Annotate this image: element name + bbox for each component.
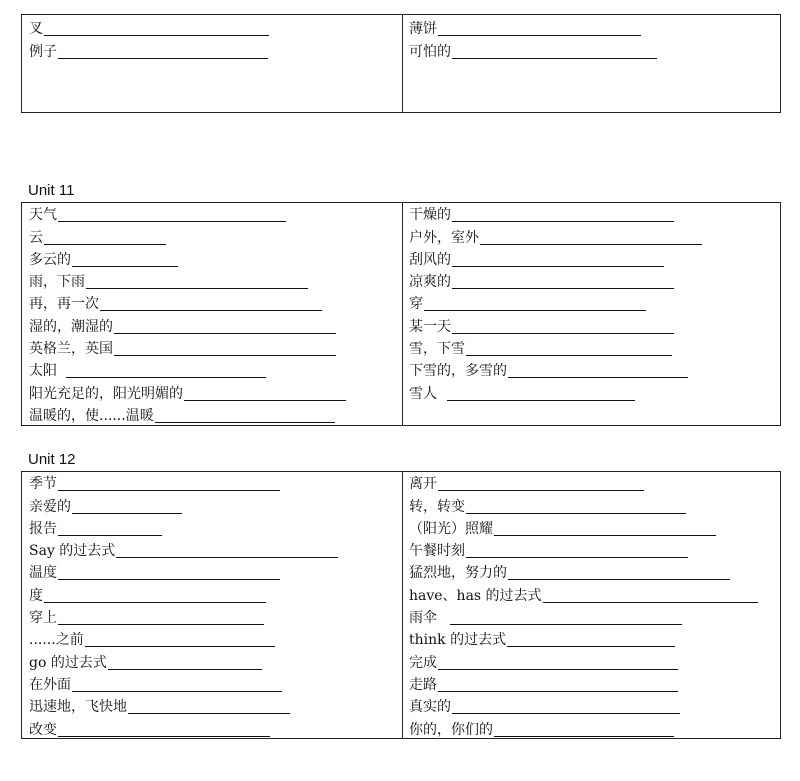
vocab-label: ......之前 [29, 632, 84, 649]
answer-blank[interactable] [58, 58, 268, 59]
vocab-line [29, 381, 346, 403]
vocab-label: 雪人 [409, 385, 437, 402]
answer-blank[interactable] [44, 244, 166, 245]
vocab-line [409, 583, 758, 605]
vocab-line [409, 314, 702, 336]
vocab-line [29, 472, 338, 494]
vocab-line [29, 628, 338, 650]
vocab-label: 户外，室外 [409, 229, 479, 246]
answer-blank[interactable] [108, 669, 262, 670]
answer-blank[interactable] [114, 355, 336, 356]
vocab-label: 干燥的 [409, 207, 451, 224]
answer-blank[interactable] [452, 713, 680, 714]
unit-12-left-column [29, 472, 338, 740]
answer-blank[interactable] [58, 624, 264, 625]
vocab-label: 英格兰，英国 [29, 341, 113, 358]
answer-blank[interactable] [116, 557, 338, 558]
vocab-label: 雨伞 [409, 610, 437, 627]
vocab-label: 猛烈地，努力的 [409, 565, 507, 582]
vocab-line [409, 606, 758, 628]
vocab-line [29, 561, 338, 583]
answer-blank[interactable] [450, 624, 682, 625]
vocab-line [409, 561, 758, 583]
vocab-label: 温暖的，使......温暖 [29, 407, 154, 424]
answer-blank[interactable] [44, 35, 269, 36]
vocab-label: 转，转变 [409, 498, 465, 515]
vocab-line [409, 717, 758, 739]
vocab-line [29, 270, 346, 292]
vocab-label: 改变 [29, 721, 57, 738]
vocab-label: 离开 [409, 476, 437, 493]
answer-blank[interactable] [438, 35, 641, 36]
answer-blank[interactable] [447, 400, 635, 401]
vocab-line [409, 292, 702, 314]
vocab-line [29, 650, 338, 672]
vocab-line [29, 717, 338, 739]
vocab-label: 雪，下雪 [409, 341, 465, 358]
vocab-line [29, 248, 346, 270]
answer-blank[interactable] [438, 669, 678, 670]
vocab-label: 多云的 [29, 251, 71, 268]
vocab-label: （阳光）照耀 [409, 520, 493, 537]
unit-11-left-column [29, 203, 346, 426]
answer-blank[interactable] [85, 646, 275, 647]
vocab-label: 例子 [29, 43, 57, 60]
answer-blank[interactable] [58, 579, 280, 580]
vocab-label: 走路 [409, 676, 437, 693]
vocab-label: Say 的过去式 [29, 543, 116, 560]
vocab-line [409, 270, 702, 292]
answer-blank[interactable] [508, 579, 730, 580]
answer-blank[interactable] [452, 58, 657, 59]
answer-blank[interactable] [155, 422, 335, 423]
answer-blank[interactable] [452, 333, 674, 334]
vocab-label: have、has 的过去式 [409, 587, 542, 604]
vocab-label: 再，再一次 [29, 296, 99, 313]
vocab-line [409, 517, 758, 539]
vocab-line [409, 225, 702, 247]
vocab-line [29, 39, 269, 61]
vocab-label: 天气 [29, 207, 57, 224]
column-divider [402, 472, 403, 738]
vocab-label: 某一天 [409, 318, 451, 335]
unit-11-right-column [409, 203, 702, 404]
vocab-label: 云 [29, 229, 43, 246]
answer-blank[interactable] [438, 691, 678, 692]
top-left-column [29, 17, 269, 62]
vocab-line [29, 539, 338, 561]
vocab-line [409, 39, 657, 61]
answer-blank[interactable] [58, 736, 270, 737]
vocab-label: 刮风的 [409, 251, 451, 268]
vocab-line [29, 673, 338, 695]
vocab-label: 度 [29, 587, 43, 604]
unit-12-title: Unit 12 [28, 451, 76, 468]
answer-blank[interactable] [100, 310, 322, 311]
vocab-line [29, 337, 346, 359]
vocab-line [29, 404, 346, 426]
answer-blank[interactable] [466, 557, 688, 558]
column-divider [402, 203, 403, 425]
vocab-line [409, 695, 758, 717]
answer-blank[interactable] [72, 691, 282, 692]
vocab-line [409, 673, 758, 695]
answer-blank[interactable] [507, 646, 675, 647]
vocab-label: 可怕的 [409, 43, 451, 60]
vocab-line [409, 494, 758, 516]
vocab-line [409, 381, 702, 403]
answer-blank[interactable] [466, 355, 672, 356]
vocab-label: 阳光充足的，阳光明媚的 [29, 385, 183, 402]
answer-blank[interactable] [72, 513, 182, 514]
unit-12-right-column [409, 472, 758, 740]
answer-blank[interactable] [44, 602, 266, 603]
answer-blank[interactable] [58, 535, 162, 536]
vocab-line [409, 472, 758, 494]
vocab-label: think 的过去式 [409, 632, 507, 649]
vocab-label: 穿上 [29, 610, 57, 627]
vocab-line [409, 650, 758, 672]
vocab-label: 季节 [29, 476, 57, 493]
vocab-line [409, 628, 758, 650]
answer-blank[interactable] [452, 221, 674, 222]
vocab-label: 湿的，潮湿的 [29, 318, 113, 335]
answer-blank[interactable] [543, 602, 758, 603]
vocab-line [29, 494, 338, 516]
unit-11-table [21, 202, 781, 426]
answer-blank[interactable] [86, 288, 308, 289]
answer-blank[interactable] [466, 513, 686, 514]
answer-blank[interactable] [508, 377, 688, 378]
vocab-line [409, 337, 702, 359]
vocab-line [409, 539, 758, 561]
vocab-label: 穿 [409, 296, 423, 313]
answer-blank[interactable] [58, 490, 280, 491]
vocab-label: 真实的 [409, 699, 451, 716]
vocab-line [29, 17, 269, 39]
answer-blank[interactable] [438, 490, 644, 491]
vocab-label: 报告 [29, 520, 57, 537]
top-vocab-table [21, 14, 781, 113]
vocab-line [29, 203, 346, 225]
column-divider [402, 15, 403, 112]
vocab-label: 下雪的，多雪的 [409, 363, 507, 380]
vocab-line [409, 248, 702, 270]
vocab-line [409, 203, 702, 225]
vocab-label: 亲爱的 [29, 498, 71, 515]
vocab-label: 凉爽的 [409, 274, 451, 291]
vocab-line [29, 606, 338, 628]
vocab-line [29, 225, 346, 247]
answer-blank[interactable] [72, 266, 178, 267]
unit-12-table [21, 471, 781, 739]
answer-blank[interactable] [66, 377, 266, 378]
vocab-line [29, 314, 346, 336]
vocab-label: 雨，下雨 [29, 274, 85, 291]
answer-blank[interactable] [480, 244, 702, 245]
vocab-line [409, 359, 702, 381]
unit-11-title: Unit 11 [28, 182, 75, 199]
vocab-label: 薄饼 [409, 21, 437, 38]
vocab-label: 迅速地，飞快地 [29, 699, 127, 716]
vocab-line [29, 695, 338, 717]
vocab-label: 太阳 [29, 363, 57, 380]
vocab-label: go 的过去式 [29, 654, 107, 671]
answer-blank[interactable] [424, 310, 646, 311]
vocab-label: 温度 [29, 565, 57, 582]
vocab-label: 你的，你们的 [409, 721, 493, 738]
answer-blank[interactable] [494, 736, 674, 737]
answer-blank[interactable] [114, 333, 336, 334]
vocab-label: 午餐时刻 [409, 543, 465, 560]
vocab-line [29, 292, 346, 314]
vocab-label: 叉 [29, 21, 43, 38]
answer-blank[interactable] [184, 400, 346, 401]
vocab-line [29, 359, 346, 381]
vocab-label: 完成 [409, 654, 437, 671]
vocab-label: 在外面 [29, 676, 71, 693]
answer-blank[interactable] [494, 535, 716, 536]
answer-blank[interactable] [58, 221, 286, 222]
vocab-line [29, 583, 338, 605]
vocab-line [29, 517, 338, 539]
answer-blank[interactable] [452, 288, 674, 289]
answer-blank[interactable] [128, 713, 290, 714]
top-right-column [409, 17, 657, 62]
answer-blank[interactable] [452, 266, 664, 267]
vocab-line [409, 17, 657, 39]
